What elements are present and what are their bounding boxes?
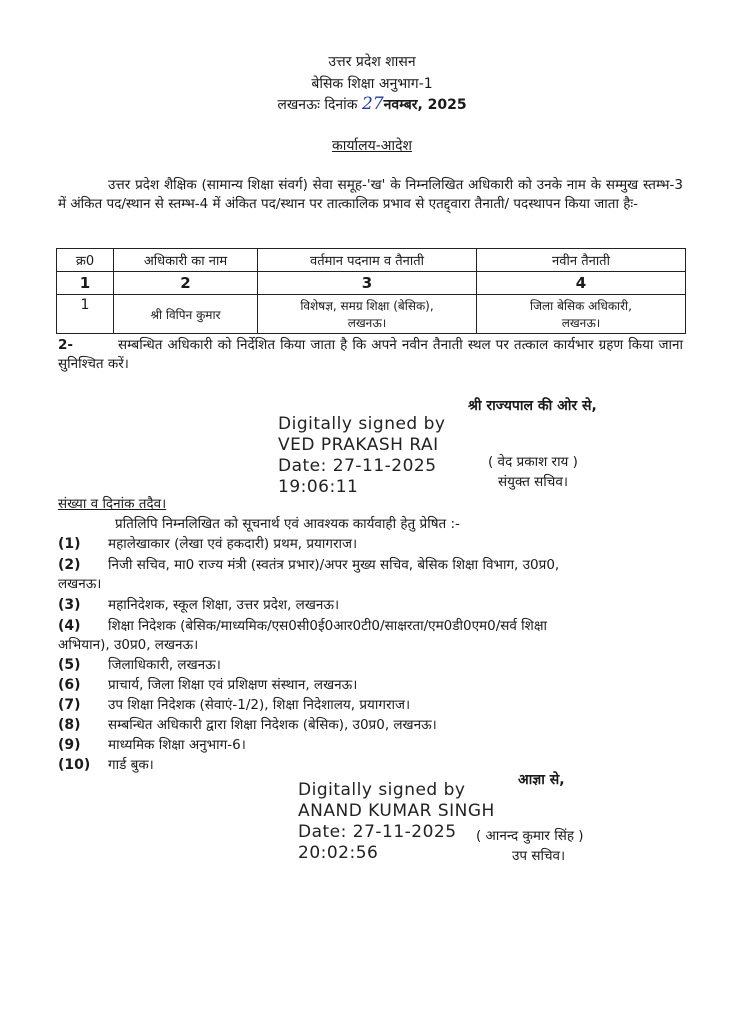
para2-text: सम्बन्धित अधिकारी को निर्देशित किया जाता है कि अपने नवीन तैनाती स्थल पर तत्काल कार्यभार ग्रहण किया जाना सुनिश्चित करें। — [58, 337, 683, 372]
sig2-designation: उप सचिव। — [512, 848, 566, 864]
sig2-time: 20:02:56 — [298, 843, 379, 863]
list-item — [58, 656, 221, 675]
header-government: उत्तर प्रदेश शासन — [328, 54, 416, 70]
list-item — [58, 535, 357, 554]
sig1-name: VED PRAKASH RAI — [278, 435, 439, 455]
order-line: आज्ञा से, — [518, 772, 565, 788]
col-sno-header: क्र0 — [57, 249, 114, 272]
row-officer-name: श्री विपिन कुमार — [114, 295, 258, 334]
copy-item-text: उप शिक्षा निदेशक (सेवाएं-1/2), शिक्षा निदेशालय, प्रयागराज। — [108, 697, 411, 713]
row-new-posting — [477, 295, 686, 334]
sig2-printed-name: ( आनन्द कुमार सिंह ) — [476, 828, 584, 844]
reference-line: संख्या व दिनांक तदैव। — [58, 496, 167, 512]
sig1-caption: Digitally signed by — [278, 414, 446, 434]
copy-item-continuation: लखनऊ। — [58, 576, 102, 592]
header-date — [0, 94, 744, 114]
copy-item-text: निजी सचिव, मा0 राज्य मंत्री (स्वतंत्र प्रभार)/अपर मुख्य सचिव, बेसिक शिक्षा विभाग, उ0प्र0, — [108, 557, 560, 573]
list-item — [58, 756, 154, 775]
date-prefix: लखनऊः दिनांक — [277, 97, 358, 113]
copy-item-text: सम्बन्धित अधिकारी द्वारा शिक्षा निदेशक (बेसिक), उ0प्र0, लखनऊ। — [108, 717, 437, 733]
new-posting-line2: लखनऊ। — [561, 316, 601, 330]
list-item — [58, 596, 339, 615]
governor-line: श्री राज्यपाल की ओर से, — [468, 398, 597, 414]
col-number: 3 — [258, 272, 477, 295]
sig1-date: Date: 27-11-2025 — [278, 456, 437, 476]
copy-item-number: (4) — [58, 618, 81, 634]
copy-intro: प्रतिलिपि निम्नलिखित को सूचनार्थ एवं आवश्यक कार्यवाही हेतु प्रेषित :- — [115, 516, 460, 532]
col-number: 2 — [114, 272, 258, 295]
col-number: 1 — [57, 272, 114, 295]
list-item — [58, 716, 437, 735]
copy-item-text: प्राचार्य, जिला शिक्षा एवं प्रशिक्षण संस्थान, लखनऊ। — [108, 677, 358, 693]
para2-number: 2- — [58, 337, 73, 353]
row-current-posting — [258, 295, 477, 334]
paragraph-2 — [58, 336, 683, 374]
table-number-row — [57, 272, 686, 295]
table-header-row — [57, 249, 686, 272]
col-name-header: अधिकारी का नाम — [114, 249, 258, 272]
copy-item-text: महानिदेशक, स्कूल शिक्षा, उत्तर प्रदेश, लखनऊ। — [108, 597, 340, 613]
copy-item-text: महालेखाकार (लेखा एवं हकदारी) प्रथम, प्रयागराज। — [108, 536, 358, 552]
copy-item-number: (3) — [58, 597, 81, 613]
posting-table — [56, 248, 686, 334]
copy-item-number: (6) — [58, 677, 81, 693]
list-item — [58, 696, 410, 715]
copy-item-number: (8) — [58, 717, 81, 733]
current-posting-line1: विशेषज्ञ, समग्र शिक्षा (बेसिक), — [300, 299, 434, 313]
copy-item-number: (10) — [58, 757, 91, 773]
copy-item-number: (2) — [58, 557, 81, 573]
sig2-name: ANAND KUMAR SINGH — [298, 801, 495, 821]
current-posting-line2: लखनऊ। — [347, 316, 387, 330]
copy-item-continuation: अभियान), उ0प्र0, लखनऊ। — [58, 637, 199, 653]
list-item — [58, 617, 547, 636]
copy-item-text: जिलाधिकारी, लखनऊ। — [108, 657, 221, 673]
col-current-header: वर्तमान पदनाम व तैनाती — [258, 249, 477, 272]
sig1-printed-name: ( वेद प्रकाश राय ) — [488, 454, 578, 470]
copy-item-number: (7) — [58, 697, 81, 713]
copy-item-number: (1) — [58, 536, 81, 552]
intro-paragraph: उत्तर प्रदेश शैक्षिक (सामान्य शिक्षा संवर्ग) सेवा समूह-'ख' के निम्नलिखित अधिकारी को उनके नाम के सम्मुख स्तम्भ-3 में अंकित पद/स्थान से स्तम्भ-4 में अंकित पद/स्थान पर तात्कालिक प्रभाव से एतद्द्वारा तैनाती/ पदस्थापन किया जाता हैः- — [58, 177, 683, 212]
digital-signature-1 — [278, 414, 445, 498]
row-sno: 1 — [57, 295, 114, 334]
new-posting-line1: जिला बेसिक अधिकारी, — [530, 299, 632, 313]
list-item — [58, 676, 357, 695]
table-row — [57, 295, 686, 334]
copy-item-number: (5) — [58, 657, 81, 673]
header-section: बेसिक शिक्षा अनुभाग-1 — [311, 76, 433, 92]
col-new-header: नवीन तैनाती — [477, 249, 686, 272]
list-item — [58, 556, 559, 575]
order-title: कार्यालय-आदेश — [331, 138, 413, 154]
sig1-time: 19:06:11 — [278, 477, 359, 497]
copy-item-text: गार्ड बुक। — [108, 757, 154, 773]
col-number: 4 — [477, 272, 686, 295]
sig2-caption: Digitally signed by — [298, 780, 466, 800]
digital-signature-2 — [298, 780, 495, 864]
date-day-handwritten: 27 — [362, 94, 384, 114]
list-item — [58, 736, 246, 755]
copy-item-text: शिक्षा निदेशक (बेसिक/माध्यमिक/एस0सी0ई0आर0टी0/साक्षरता/एम0डी0एम0/सर्व शिक्षा — [108, 618, 548, 634]
copy-item-number: (9) — [58, 737, 81, 753]
sig1-designation: संयुक्त सचिव। — [498, 474, 568, 490]
copy-item-text: माध्यमिक शिक्षा अनुभाग-6। — [108, 737, 246, 753]
sig2-date: Date: 27-11-2025 — [298, 822, 457, 842]
date-suffix: नवम्बर, 2025 — [383, 97, 467, 113]
